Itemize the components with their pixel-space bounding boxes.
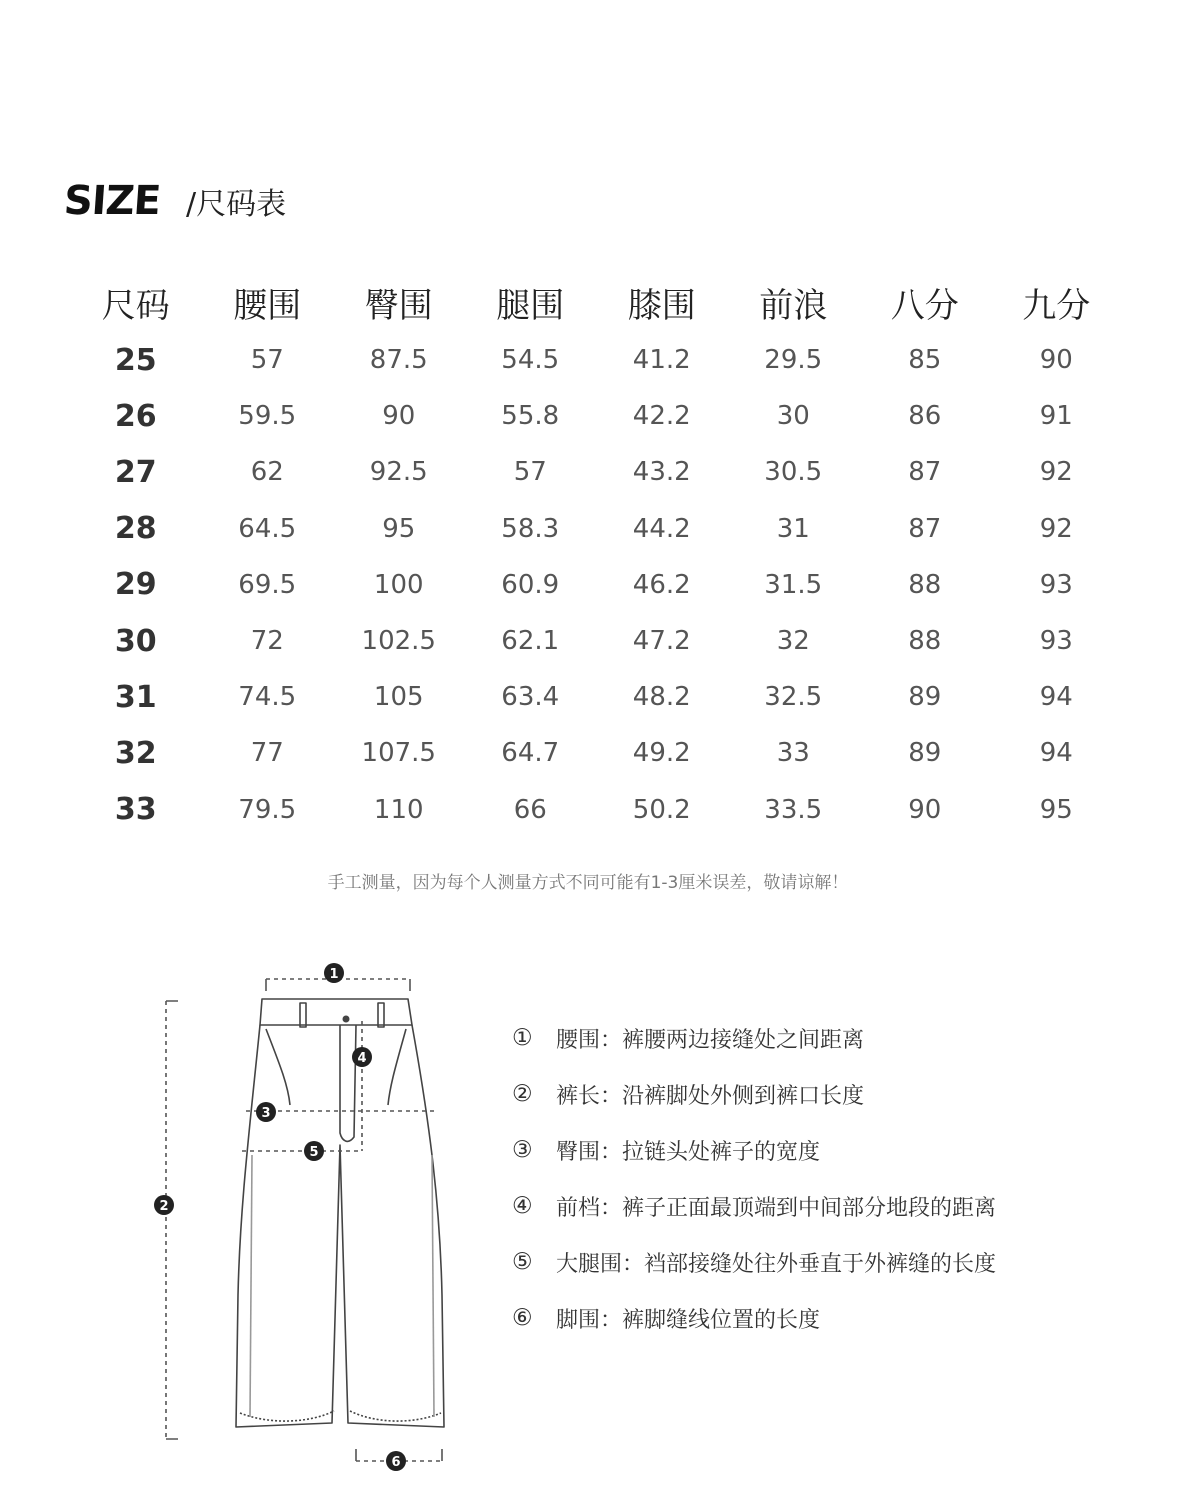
title-size: SIZE bbox=[62, 178, 162, 224]
cell-hip: 95 bbox=[382, 513, 416, 544]
cell-size: 28 bbox=[114, 511, 157, 547]
cell-knee: 41.2 bbox=[632, 345, 691, 376]
cell-knee: 48.2 bbox=[632, 682, 691, 713]
definition-item bbox=[512, 1122, 996, 1178]
definition-text: 裤长：沿裤脚处外侧到裤口长度 bbox=[556, 1083, 865, 1109]
cell-ninth-length: 93 bbox=[1039, 569, 1073, 600]
left-side-seam bbox=[250, 1155, 252, 1417]
cell-knee: 47.2 bbox=[632, 626, 691, 657]
definition-text: 前档：裤子正面最顶端到中间部分地段的距离 bbox=[556, 1195, 997, 1221]
cell-front-rise: 33.5 bbox=[764, 794, 823, 825]
cell-waist: 59.5 bbox=[238, 401, 297, 432]
cell-size: 25 bbox=[114, 342, 157, 378]
fly-outline bbox=[340, 1025, 356, 1141]
guide-length-ends bbox=[166, 1001, 178, 1439]
cell-waist: 62 bbox=[250, 457, 284, 488]
cell-front-rise: 31.5 bbox=[764, 569, 823, 600]
cell-front-rise: 30.5 bbox=[764, 457, 823, 488]
marker-2 bbox=[154, 1195, 174, 1215]
cell-hip: 92.5 bbox=[369, 457, 428, 488]
cell-thigh: 62.1 bbox=[501, 626, 560, 657]
cell-thigh: 58.3 bbox=[501, 513, 560, 544]
definition-item bbox=[512, 1066, 996, 1122]
cell-hip: 107.5 bbox=[361, 738, 436, 769]
cell-size: 32 bbox=[114, 735, 157, 771]
cell-cropped-length: 90 bbox=[908, 794, 942, 825]
cell-cropped-length: 87 bbox=[908, 457, 942, 488]
pants-diagram bbox=[150, 955, 460, 1485]
marker-5 bbox=[304, 1141, 324, 1161]
cell-ninth-length: 94 bbox=[1039, 738, 1073, 769]
right-side-seam bbox=[432, 1155, 434, 1417]
definition-item bbox=[512, 1234, 996, 1290]
waistband-outline bbox=[260, 999, 412, 1025]
waist-button bbox=[343, 1016, 350, 1023]
definition-number: ① bbox=[512, 1025, 533, 1051]
cell-thigh: 63.4 bbox=[501, 682, 560, 713]
definition-number: ⑤ bbox=[512, 1249, 533, 1275]
cell-ninth-length: 95 bbox=[1039, 794, 1073, 825]
cell-hip: 105 bbox=[373, 682, 424, 713]
table-row bbox=[70, 444, 1122, 500]
definition-number: ② bbox=[512, 1081, 533, 1107]
size-table bbox=[70, 272, 1122, 838]
header-hip: 臀围 bbox=[364, 285, 433, 326]
cell-cropped-length: 86 bbox=[908, 401, 942, 432]
cell-waist: 64.5 bbox=[238, 513, 297, 544]
table-row bbox=[70, 332, 1122, 388]
definition-item bbox=[512, 1178, 996, 1234]
marker-1 bbox=[324, 963, 344, 983]
cell-ninth-length: 94 bbox=[1039, 682, 1073, 713]
cell-waist: 77 bbox=[250, 738, 284, 769]
cell-front-rise: 29.5 bbox=[764, 345, 823, 376]
cell-size: 33 bbox=[114, 792, 157, 828]
cell-thigh: 60.9 bbox=[501, 569, 560, 600]
cell-hip: 87.5 bbox=[369, 345, 428, 376]
cell-knee: 46.2 bbox=[632, 569, 691, 600]
cell-hip: 110 bbox=[373, 794, 424, 825]
cell-knee: 49.2 bbox=[632, 738, 691, 769]
definition-number: ③ bbox=[512, 1137, 533, 1163]
marker-6 bbox=[386, 1451, 406, 1471]
cell-size: 27 bbox=[114, 454, 157, 490]
header-thigh: 腿围 bbox=[496, 285, 565, 326]
cell-knee: 50.2 bbox=[632, 794, 691, 825]
measurement-definitions bbox=[512, 1010, 996, 1346]
cell-ninth-length: 91 bbox=[1039, 401, 1073, 432]
cell-thigh: 57 bbox=[513, 457, 547, 488]
left-pocket bbox=[266, 1029, 290, 1105]
cell-front-rise: 33 bbox=[776, 738, 810, 769]
cell-knee: 44.2 bbox=[632, 513, 691, 544]
cell-waist: 72 bbox=[250, 626, 284, 657]
header-size: 尺码 bbox=[101, 285, 170, 326]
title-bar bbox=[64, 178, 286, 224]
definition-item bbox=[512, 1010, 996, 1066]
cell-ninth-length: 92 bbox=[1039, 513, 1073, 544]
cell-waist: 57 bbox=[250, 345, 284, 376]
header-cropped-length: 八分 bbox=[890, 285, 959, 326]
table-row bbox=[70, 725, 1122, 781]
marker-1-label: 1 bbox=[329, 967, 339, 982]
cell-thigh: 55.8 bbox=[501, 401, 560, 432]
table-row bbox=[70, 557, 1122, 613]
definition-text: 腰围：裤腰两边接缝处之间距离 bbox=[556, 1027, 865, 1053]
cell-waist: 79.5 bbox=[238, 794, 297, 825]
marker-3 bbox=[256, 1102, 276, 1122]
header-waist: 腰围 bbox=[233, 285, 302, 326]
belt-loop bbox=[378, 1003, 384, 1027]
definition-text: 臀围：拉链头处裤子的宽度 bbox=[556, 1139, 821, 1165]
cell-ninth-length: 92 bbox=[1039, 457, 1073, 488]
cell-hip: 102.5 bbox=[361, 626, 436, 657]
cell-knee: 43.2 bbox=[632, 457, 691, 488]
table-row bbox=[70, 782, 1122, 838]
cell-front-rise: 31 bbox=[776, 513, 810, 544]
table-header-row bbox=[70, 272, 1122, 332]
cell-hip: 90 bbox=[382, 401, 416, 432]
cell-cropped-length: 85 bbox=[908, 345, 942, 376]
cell-cropped-length: 89 bbox=[908, 738, 942, 769]
cell-front-rise: 32.5 bbox=[764, 682, 823, 713]
marker-6-label: 6 bbox=[391, 1455, 401, 1470]
cell-waist: 69.5 bbox=[238, 569, 297, 600]
title-size-chart: /尺码表 bbox=[186, 187, 287, 222]
table-row bbox=[70, 388, 1122, 444]
cell-size: 29 bbox=[114, 567, 157, 603]
cell-front-rise: 32 bbox=[776, 626, 810, 657]
right-pocket bbox=[388, 1029, 406, 1105]
cell-size: 30 bbox=[114, 623, 157, 659]
cell-thigh: 66 bbox=[513, 794, 547, 825]
table-row bbox=[70, 613, 1122, 669]
header-front-rise: 前浪 bbox=[759, 285, 828, 326]
right-hem-stitch bbox=[350, 1411, 441, 1421]
marker-4 bbox=[352, 1047, 372, 1067]
definition-number: ④ bbox=[512, 1193, 533, 1219]
cell-waist: 74.5 bbox=[238, 682, 297, 713]
belt-loop bbox=[300, 1003, 306, 1027]
header-knee: 膝围 bbox=[627, 285, 696, 326]
definition-text: 脚围：裤脚缝线位置的长度 bbox=[556, 1307, 821, 1333]
cell-front-rise: 30 bbox=[776, 401, 810, 432]
marker-5-label: 5 bbox=[309, 1145, 319, 1160]
definition-text: 大腿围：裆部接缝处往外垂直于外裤缝的长度 bbox=[556, 1251, 997, 1277]
table-row bbox=[70, 501, 1122, 557]
cell-cropped-length: 87 bbox=[908, 513, 942, 544]
cell-thigh: 64.7 bbox=[501, 738, 560, 769]
marker-3-label: 3 bbox=[261, 1106, 271, 1121]
cell-cropped-length: 88 bbox=[908, 626, 942, 657]
cell-ninth-length: 90 bbox=[1039, 345, 1073, 376]
marker-2-label: 2 bbox=[159, 1199, 169, 1214]
cell-cropped-length: 88 bbox=[908, 569, 942, 600]
cell-cropped-length: 89 bbox=[908, 682, 942, 713]
definition-number: ⑥ bbox=[512, 1305, 533, 1331]
cell-size: 26 bbox=[114, 398, 157, 434]
cell-knee: 42.2 bbox=[632, 401, 691, 432]
table-row bbox=[70, 669, 1122, 725]
cell-thigh: 54.5 bbox=[501, 345, 560, 376]
definition-item bbox=[512, 1290, 996, 1346]
measurement-note: 手工测量，因为每个人测量方式不同可能有1-3厘米误差，敬请谅解！ bbox=[327, 873, 849, 893]
cell-hip: 100 bbox=[373, 569, 424, 600]
cell-ninth-length: 93 bbox=[1039, 626, 1073, 657]
header-ninth-length: 九分 bbox=[1022, 285, 1091, 326]
left-hem-stitch bbox=[240, 1411, 334, 1421]
marker-4-label: 4 bbox=[357, 1051, 367, 1066]
cell-size: 31 bbox=[114, 679, 157, 715]
